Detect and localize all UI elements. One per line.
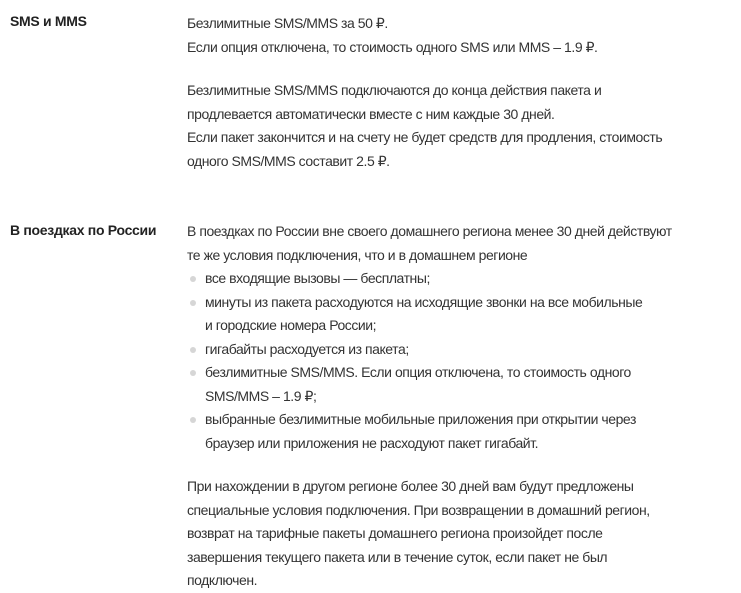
text-line: специальные условия подключения. При возвращении в домашний регион, — [187, 501, 650, 518]
text-line: Безлимитные SMS/MMS за 50 ₽. — [187, 15, 388, 31]
list-item — [187, 338, 737, 362]
list-item — [187, 408, 737, 455]
list-item — [187, 267, 737, 291]
text-line: SMS/MMS – 1.9 ₽; — [205, 387, 317, 404]
text-line: Если опция отключена, то стоимость одного SMS или MMS – 1.9 ₽. — [187, 38, 598, 55]
text-line: те же условия подключения, что и в домашнем регионе — [187, 246, 528, 263]
text-line: В поездках по России вне своего домашнего региона менее 30 дней действуют — [187, 223, 672, 239]
section-label-sms-mms: SMS и MMS — [10, 13, 87, 29]
text-line: При нахождении в другом регионе более 30 дней вам будут предложены — [187, 478, 634, 494]
text-line: одного SMS/MMS составит 2.5 ₽. — [187, 152, 390, 169]
paragraph — [187, 12, 737, 59]
text-line: Безлимитные SMS/MMS подключаются до конца действия пакета и — [187, 82, 602, 98]
text-line: Если пакет закончится и на счету не будет средств для продления, стоимость — [187, 129, 663, 145]
text-line: и городские номера России; — [205, 317, 377, 333]
text-line: выбранные безлимитные мобильные приложения при открытии через — [205, 411, 636, 427]
bullet-icon — [190, 347, 196, 353]
text-line: безлимитные SMS/MMS. Если опция отключена, то стоимость одного — [205, 364, 631, 380]
list-item — [187, 361, 737, 408]
section-label-russia-travel: В поездках по России — [10, 222, 157, 238]
intro-paragraph — [187, 220, 737, 267]
text-line: продлевается автоматически вместе с ним каждые 30 дней. — [187, 105, 555, 122]
conditions-list — [187, 267, 737, 455]
bullet-icon — [190, 300, 196, 306]
text-line: завершения текущего пакета или в течение суток, если пакет не был — [187, 548, 608, 565]
bullet-icon — [190, 417, 196, 423]
russia-travel-content — [187, 220, 737, 593]
bullet-icon — [190, 276, 196, 282]
sms-mms-content — [187, 12, 737, 193]
paragraph — [187, 79, 737, 173]
text-line: все входящие вызовы — бесплатны; — [205, 270, 430, 286]
text-line: браузер или приложения не расходуют пакет гигабайт. — [205, 434, 539, 451]
text-line: подключен. — [187, 572, 258, 588]
text-line: минуты из пакета расходуются на исходящие звонки на все мобильные — [205, 293, 643, 310]
text-line: гигабайты расходуется из пакета; — [205, 340, 409, 357]
bullet-icon — [190, 370, 196, 376]
outro-paragraph — [187, 475, 737, 593]
text-line: возврат на тарифные пакеты домашнего региона произойдет после — [187, 525, 603, 541]
list-item — [187, 291, 737, 338]
